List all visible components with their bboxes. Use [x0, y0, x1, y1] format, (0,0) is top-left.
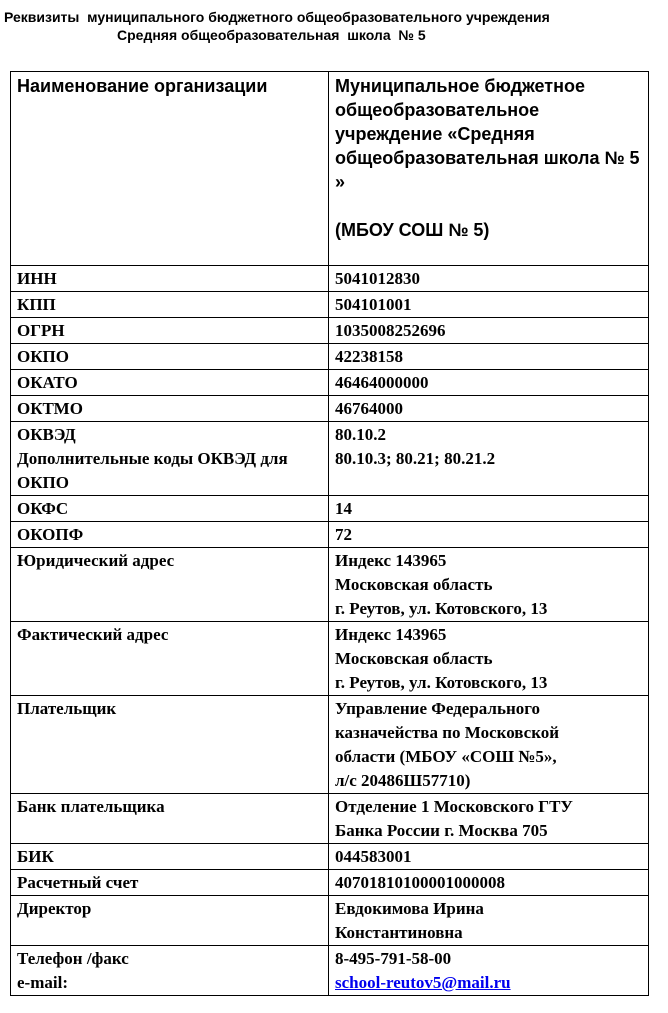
row-actual-address: [11, 622, 649, 696]
row-payer: [11, 696, 649, 794]
oktmo-label: ОКТМО: [11, 396, 329, 422]
contacts-value: [329, 946, 649, 996]
director-label: Директор: [11, 896, 329, 946]
legal-address-line-3: г. Реутов, ул. Котовского, 13: [335, 599, 548, 618]
row-okpo: [11, 344, 649, 370]
document-title: [4, 8, 664, 44]
okfs-label: ОКФС: [11, 496, 329, 522]
okved-value-main: 80.10.2: [335, 425, 386, 444]
row-director: [11, 896, 649, 946]
actual-address-line-3: г. Реутов, ул. Котовского, 13: [335, 673, 548, 692]
inn-value: 5041012830: [329, 266, 649, 292]
payer-bank-line-1: Отделение 1 Московского ГТУ: [335, 797, 573, 816]
org-label: Наименование организации: [11, 72, 329, 266]
ogrn-label: ОГРН: [11, 318, 329, 344]
row-contacts: [11, 946, 649, 996]
org-abbreviation: (МБОУ СОШ № 5): [335, 220, 490, 240]
legal-address-line-2: Московская область: [335, 575, 493, 594]
legal-address-line-1: Индекс 143965: [335, 551, 447, 570]
org-value: [329, 72, 649, 266]
inn-label: ИНН: [11, 266, 329, 292]
payer-bank-line-2: Банка России г. Москва 705: [335, 821, 548, 840]
okopf-value: 72: [329, 522, 649, 548]
actual-address-line-1: Индекс 143965: [335, 625, 447, 644]
payer-label: Плательщик: [11, 696, 329, 794]
row-bik: [11, 844, 649, 870]
okved-label-additional: Дополнительные коды ОКВЭД для ОКПО: [17, 449, 288, 492]
row-okfs: [11, 496, 649, 522]
row-organization-name: [11, 72, 649, 266]
row-okved: [11, 422, 649, 496]
payer-bank-label: Банк плательщика: [11, 794, 329, 844]
legal-address-label: Юридический адрес: [11, 548, 329, 622]
ogrn-value: 1035008252696: [329, 318, 649, 344]
payer-line-4: л/с 20486Ш57710): [335, 771, 471, 790]
payer-line-3: области (МБОУ «СОШ №5»,: [335, 747, 557, 766]
okved-value-additional: 80.10.3; 80.21; 80.21.2: [335, 449, 496, 468]
bik-number: 044583001: [335, 847, 412, 866]
okopf-label: ОКОПФ: [11, 522, 329, 548]
director-value: [329, 896, 649, 946]
payer-line-2: казначейства по Московской: [335, 723, 560, 742]
actual-address-line-2: Московская область: [335, 649, 493, 668]
contacts-label: [11, 946, 329, 996]
actual-address-label: Фактический адрес: [11, 622, 329, 696]
payer-bank-value: [329, 794, 649, 844]
account-value: 40701810100001000008: [329, 870, 649, 896]
title-line-2: Средняя общеобразовательная школа № 5: [117, 27, 426, 43]
kpp-label: КПП: [11, 292, 329, 318]
okato-label: ОКАТО: [11, 370, 329, 396]
phone-fax-label: Телефон /факс: [17, 949, 129, 968]
actual-address-value: [329, 622, 649, 696]
payer-line-1: Управление Федерального: [335, 699, 541, 718]
director-line-2: Константиновна: [335, 923, 463, 942]
row-okopf: [11, 522, 649, 548]
account-label: Расчетный счет: [11, 870, 329, 896]
director-line-1: Евдокимова Ирина: [335, 899, 484, 918]
email-label: e-mail:: [17, 973, 68, 992]
row-kpp: [11, 292, 649, 318]
row-legal-address: [11, 548, 649, 622]
row-oktmo: [11, 396, 649, 422]
org-full-name: Муниципальное бюджетное общеобразовательное учреждение «Средняя общеобразовательная школа № 5 »: [335, 76, 640, 192]
okpo-value: 42238158: [329, 344, 649, 370]
okfs-value: 14: [329, 496, 649, 522]
bik-label: БИК: [11, 844, 329, 870]
row-ogrn: [11, 318, 649, 344]
phone-number: 8-495-791-58-00: [335, 949, 452, 968]
email-link[interactable]: school-reutov5@mail.ru: [335, 973, 511, 992]
row-okato: [11, 370, 649, 396]
payer-value: [329, 696, 649, 794]
requisites-table: [10, 71, 649, 996]
row-payer-bank: [11, 794, 649, 844]
okpo-label: ОКПО: [11, 344, 329, 370]
okved-label: [11, 422, 329, 496]
oktmo-value: 46764000: [329, 396, 649, 422]
okved-label-main: ОКВЭД: [17, 425, 76, 444]
okato-value: 46464000000: [329, 370, 649, 396]
legal-address-value: [329, 548, 649, 622]
kpp-value: 504101001: [329, 292, 649, 318]
title-line-1: Реквизиты муниципального бюджетного общеобразовательного учреждения: [4, 9, 550, 25]
bik-value: [329, 844, 649, 870]
row-inn: [11, 266, 649, 292]
okved-value: [329, 422, 649, 496]
row-account: [11, 870, 649, 896]
